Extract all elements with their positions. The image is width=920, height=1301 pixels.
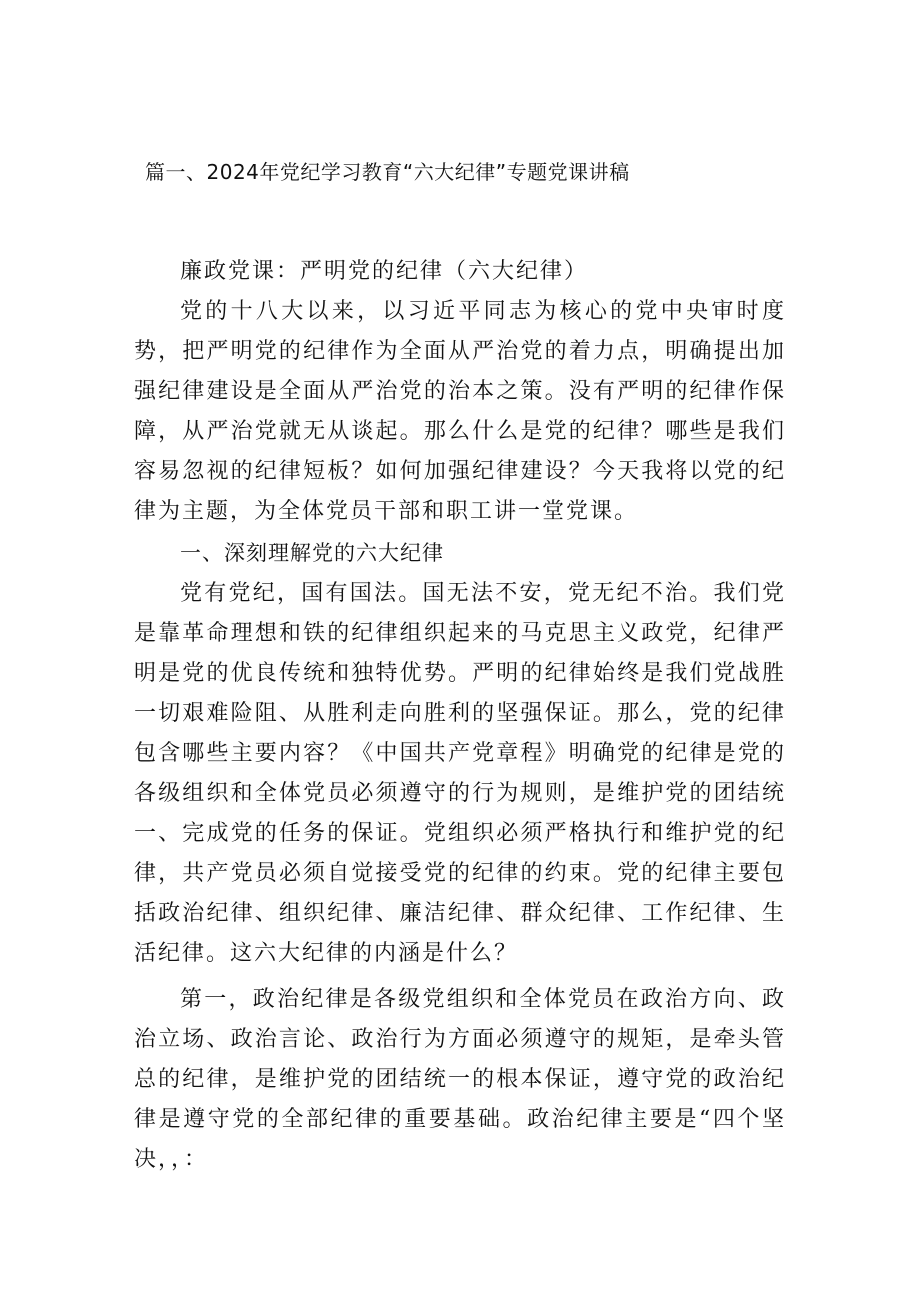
paragraph-party-discipline: 党有党纪，国有国法。国无法不安，党无纪不治。我们党是靠革命理想和铁的纪律组织起来的马克思主义政党，纪律严明是党的优良传统和独特优势。严明的纪律始终是我们党战胜一切艰难险阻、从胜利走向胜利的坚强保证。那么，党的纪律包含哪些主要内容？《中国共产党章程》明确党的纪律是党的各级组织和全体党员必须遵守的行为规则，是维护党的团结统一、完成党的任务的保证。党组织必须严格执行和维护党的纪律，共产党员必须自觉接受党的纪律的约束。党的纪律主要包括政治纪律、组织纪律、廉洁纪律、群众纪律、工作纪律、生活纪律。这六大纪律的内涵是什么？ [134,581,786,966]
paragraph-lesson-subtitle: 廉政党课：严明党的纪律（六大纪律） [180,259,589,284]
document-body [134,252,786,1180]
document-title: 篇一、2024年党纪学习教育“六大纪律”专题党课讲稿 [145,160,630,184]
paragraph-introduction: 党的十八大以来，以习近平同志为核心的党中央审时度势，把严明党的纪律作为全面从严治党的着力点，明确提出加强纪律建设是全面从严治党的治本之策。没有严明的纪律作保障，从严治党就无从谈起。那么什么是党的纪律？哪些是我们容易忽视的纪律短板？如何加强纪律建设？今天我将以党的纪律为主题，为全体党员干部和职工讲一堂党课。 [134,299,786,524]
section-heading-1: 一、深刻理解党的六大纪律 [180,541,444,565]
paragraph-political-discipline: 第一，政治纪律是各级党组织和全体党员在政治方向、政治立场、政治言论、政治行为方面必须遵守的规矩，是牵头管总的纪律，是维护党的团结统一的根本保证，遵守党的政治纪律是遵守党的全部纪律的重要基础。政治纪律主要是“四个坚决，，： [134,987,786,1172]
